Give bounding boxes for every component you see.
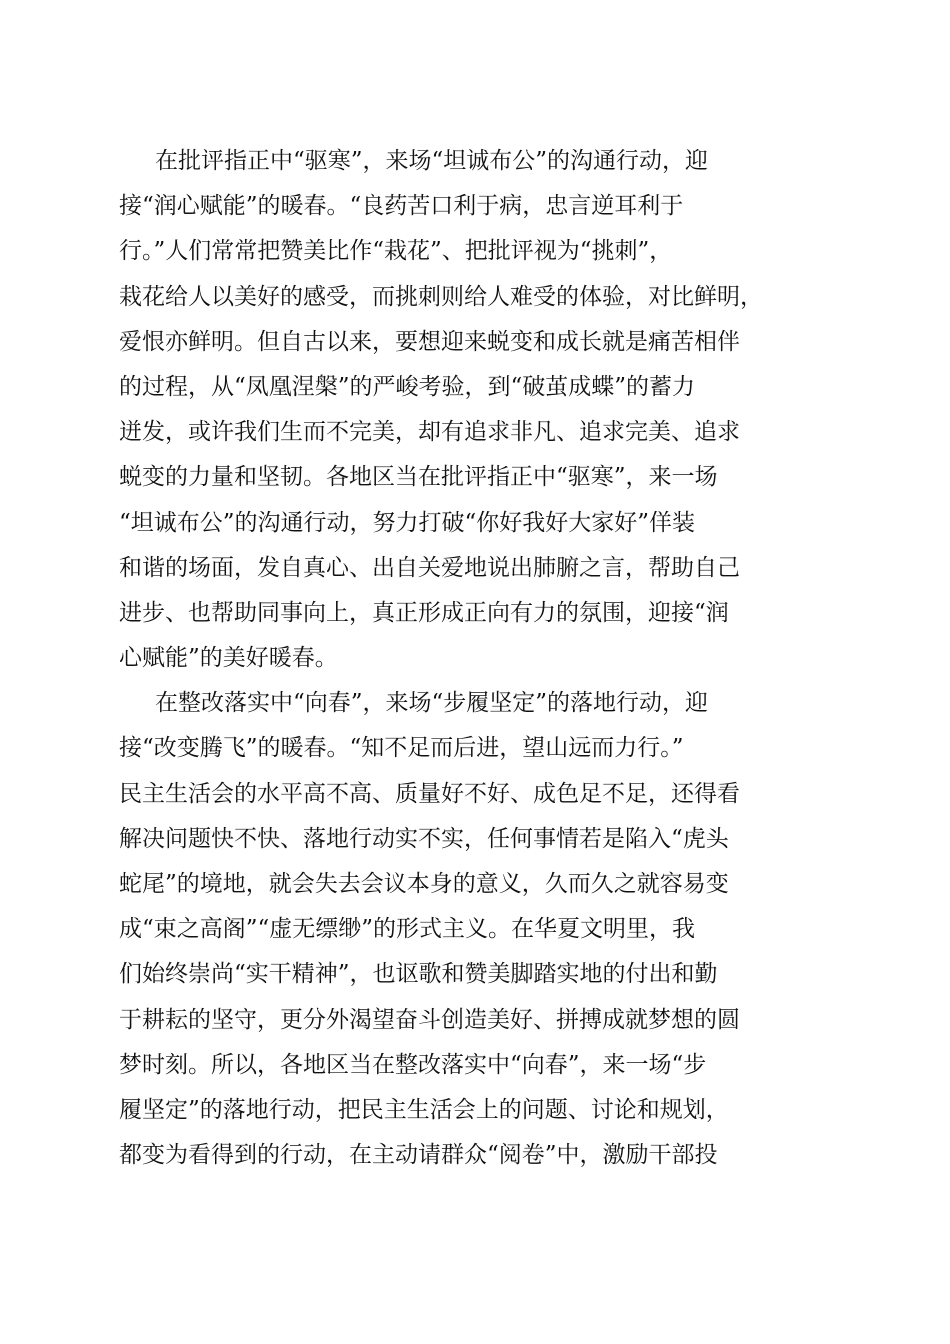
document-body — [119, 139, 831, 1178]
text-line: 成“束之高阁”“虚无缥缈”的形式主义。在华夏文明里，我 — [119, 916, 696, 943]
paragraph-rectification — [119, 681, 831, 1178]
text-line: 于耕耘的坚守，更分外渴望奋斗创造美好、拼搏成就梦想的圆 — [119, 1006, 740, 1033]
text-line: 迸发，或许我们生而不完美，却有追求非凡、追求完美、追求 — [119, 419, 740, 446]
text-line: 进步、也帮助同事向上，真正形成正向有力的氛围，迎接“润 — [119, 599, 729, 626]
text-line: 和谐的场面，发自真心、出自关爱地说出肺腑之言，帮助自己 — [119, 554, 740, 581]
text-line: 在整改落实中“向春”，来场“步履坚定”的落地行动，迎 — [155, 690, 709, 717]
text-line: 梦时刻。所以，各地区当在整改落实中“向春”，来一场“步 — [119, 1051, 707, 1078]
paragraph-criticism — [119, 139, 831, 681]
text-line: 在批评指正中“驱寒”，来场“坦诚布公”的沟通行动，迎 — [155, 148, 709, 174]
text-line: 蜕变的力量和坚韧。各地区当在批评指正中“驱寒”，来一场 — [119, 464, 718, 491]
text-line: 都变为看得到的行动，在主动请群众“阅卷”中，激励干部投 — [119, 1142, 718, 1169]
text-line: 蛇尾”的境地，就会失去会议本身的意义，久而久之就容易变 — [119, 871, 729, 897]
text-line: 接“改变腾飞”的暖春。“知不足而后进，望山远而力行。” — [119, 735, 684, 762]
text-line: 接“润心赋能”的暖春。“良药苦口利于病，忠言逆耳利于 — [119, 193, 684, 220]
text-line: 解决问题快不快、落地行动实不实，任何事情若是陷入“虎头 — [119, 825, 729, 852]
text-line: 爱恨亦鲜明。但自古以来，要想迎来蜕变和成长就是痛苦相伴 — [119, 328, 740, 355]
text-line: 心赋能”的美好暖春。 — [119, 645, 338, 672]
text-line: 行。”人们常常把赞美比作“栽花”、把批评视为“挑刺”， — [119, 238, 673, 265]
text-line: 履坚定”的落地行动，把民主生活会上的问题、讨论和规划， — [119, 1096, 729, 1123]
text-line: 民主生活会的水平高不高、质量好不好、成色足不足，还得看 — [119, 780, 740, 807]
text-line: 的过程，从“凤凰涅槃”的严峻考验，到“破茧成蝶”的蓄力 — [119, 373, 696, 400]
text-line: 们始终崇尚“实干精神”，也讴歌和赞美脚踏实地的付出和勤 — [119, 961, 718, 988]
text-line: 栽花给人以美好的感受，而挑刺则给人难受的体验，对比鲜明， — [119, 283, 763, 310]
text-line: “坦诚布公”的沟通行动，努力打破“你好我好大家好”佯装 — [119, 509, 696, 536]
